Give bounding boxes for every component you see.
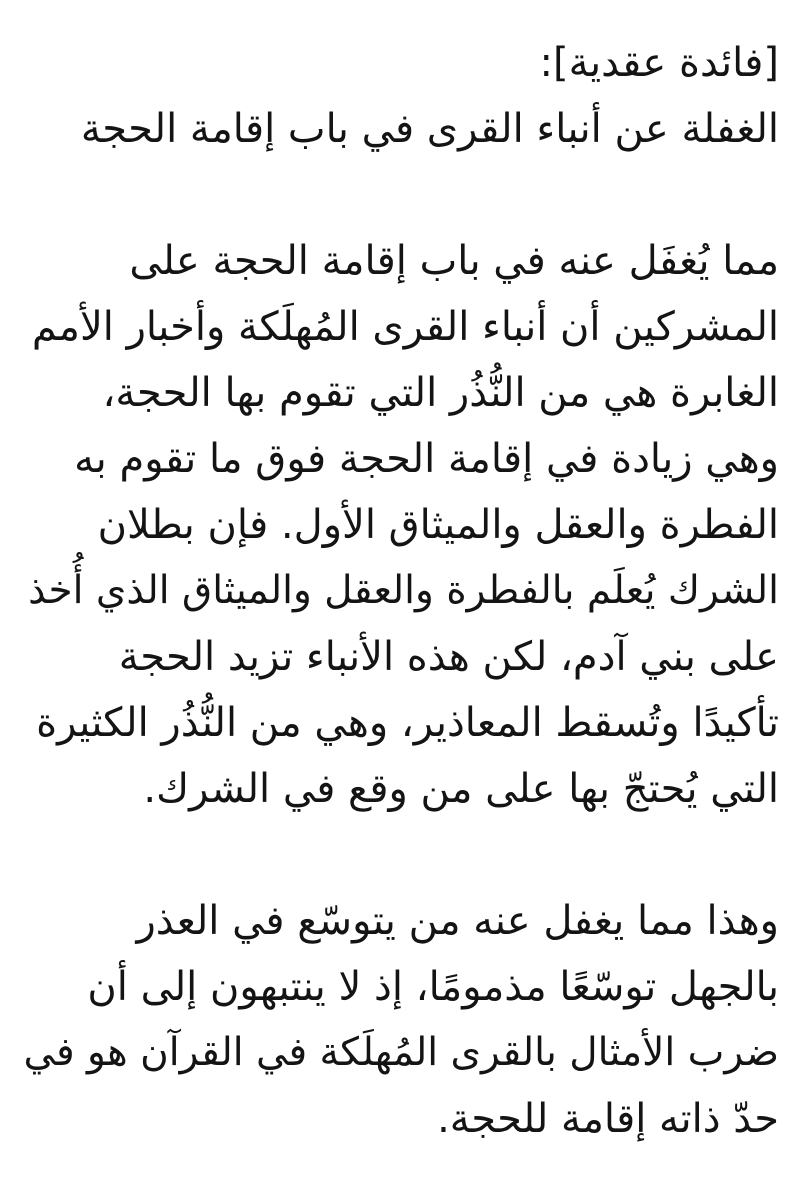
paragraph-line: الغابرة هي من النُّذُر التي تقوم بها الحجة، xyxy=(102,370,779,416)
paragraph-line: تأكيدًا وتُسقط المعاذير، وهي من النُّذُر الكثيرة xyxy=(36,700,779,746)
paragraph-line: بالجهل توسّعًا مذمومًا، إذ لا ينتبهون إلى أن xyxy=(87,964,779,1010)
paragraph-line: المشركين أن أنباء القرى المُهلَكة وأخبار الأمم xyxy=(31,304,779,350)
paragraph-line: على بني آدم، لكن هذه الأنباء تزيد الحجة xyxy=(118,634,779,680)
paragraph-line: مما يُغفَل عنه في باب إقامة الحجة على xyxy=(129,238,779,284)
heading-title: الغفلة عن أنباء القرى في باب إقامة الحجة xyxy=(80,106,779,152)
heading-label: [فائدة عقدية]: xyxy=(539,40,779,86)
heading-block xyxy=(16,0,779,162)
paragraph-line: ضرب الأمثال بالقرى المُهلَكة في القرآن هو في xyxy=(23,1030,779,1075)
paragraph-line: وهذا مما يغفل عنه من يتوسّع في العذر xyxy=(136,898,779,944)
paragraph-1 xyxy=(16,228,779,822)
paragraph-line: حدّ ذاته إقامة للحجة. xyxy=(437,1096,779,1142)
paragraph-2 xyxy=(16,888,779,1152)
paragraph-line: الفطرة والعقل والميثاق الأول. فإن بطلان xyxy=(97,502,779,548)
paragraph-line: الشرك يُعلَم بالفطرة والعقل والميثاق الذي أُخذ xyxy=(28,568,779,613)
paragraph-line: وهي زيادة في إقامة الحجة فوق ما تقوم به xyxy=(74,436,779,482)
paragraph-line: التي يُحتجّ بها على من وقع في الشرك. xyxy=(143,766,779,812)
